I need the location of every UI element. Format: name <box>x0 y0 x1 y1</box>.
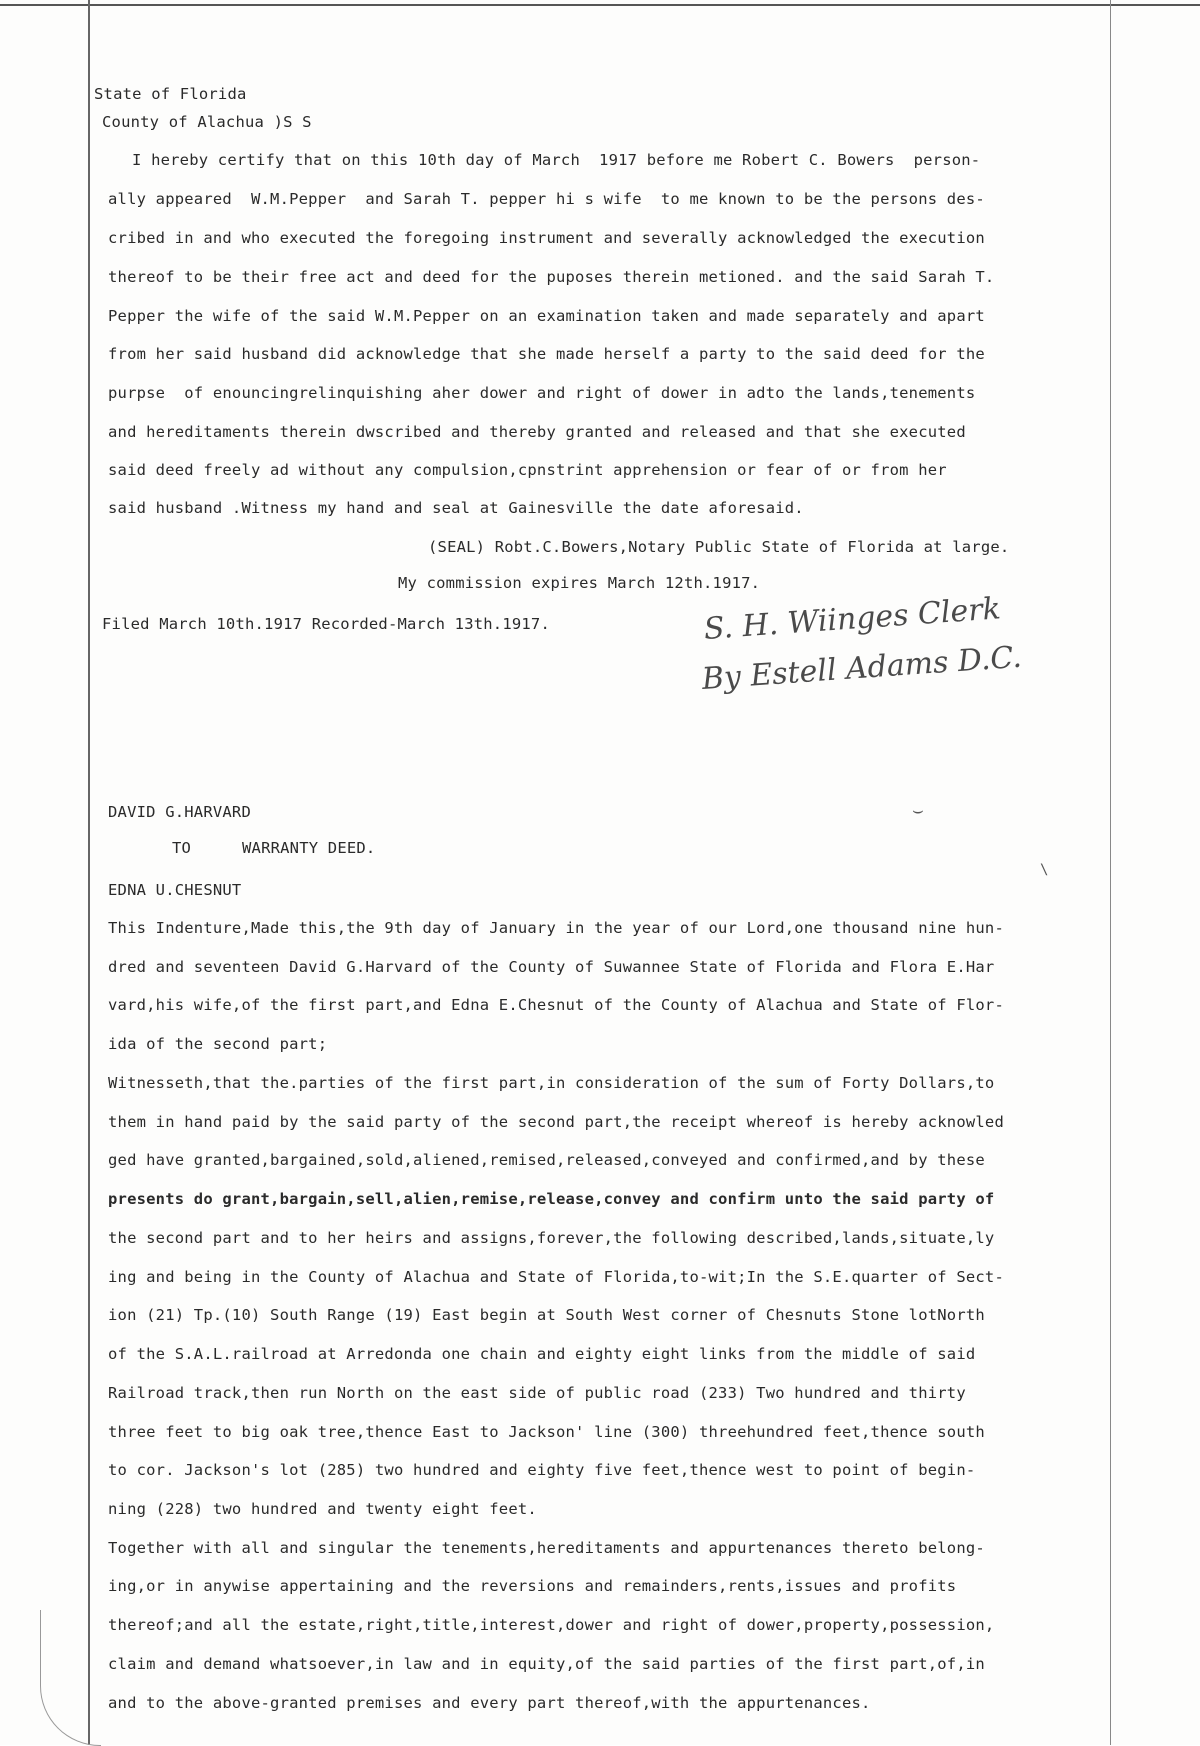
deed-paragraph-line: ing,or in anywise appertaining and the reversions and remainders,rents,issues and profits <box>108 1577 957 1595</box>
deed-paragraph-line: thereof;and all the estate,right,title,interest,dower and right of dower,property,possession, <box>108 1616 995 1634</box>
right-margin-line <box>1110 0 1111 1745</box>
deed-paragraph-line: and to the above-granted premises and every part thereof,with the appurtenances. <box>108 1694 871 1712</box>
filed-recorded-line: Filed March 10th.1917 Recorded-March 13th.1917. <box>102 615 550 633</box>
deed-paragraph-line: them in hand paid by the said party of the second part,the receipt whereof is hereby acknowled <box>108 1113 1004 1131</box>
deed-paragraph-line: dred and seventeen David G.Harvard of the County of Suwannee State of Florida and Flora E.Har <box>108 958 995 976</box>
deed-paragraph-line: ing and being in the County of Alachua and State of Florida,to-wit;In the S.E.quarter of Sect- <box>108 1268 1004 1286</box>
certificate-county-line: County of Alachua )S S <box>102 113 312 131</box>
deed-paragraph-line: the second part and to her heirs and assigns,forever,the following described,lands,situate,ly <box>108 1229 995 1247</box>
deed-paragraph-line: vard,his wife,of the first part,and Edna E.Chesnut of the County of Alachua and State of Flor- <box>108 996 1004 1014</box>
deed-paragraph-line: to cor. Jackson's lot (285) two hundred and eighty five feet,thence west to point of begin- <box>108 1461 976 1479</box>
deed-paragraph-line: ida of the second part; <box>108 1035 328 1053</box>
certificate-body-line: ally appeared W.M.Pepper and Sarah T. pepper hi s wife to me known to be the persons des- <box>108 190 985 208</box>
certificate-body-line: cribed in and who executed the foregoing instrument and severally acknowledged the execution <box>108 229 985 247</box>
deputy-clerk-signature: By Estell Adams D.C. <box>700 639 1023 697</box>
certificate-state-line: State of Florida <box>94 85 247 103</box>
certificate-body-line: said deed freely ad without any compulsion,cpnstrint apprehension or fear of or from her <box>108 461 947 479</box>
left-margin-line <box>88 0 90 1745</box>
certificate-body-line: I hereby certify that on this 10th day of March 1917 before me Robert C. Bowers person- <box>132 151 981 169</box>
deed-paragraph-line: Together with all and singular the tenements,hereditaments and appurtenances thereto belong- <box>108 1539 985 1557</box>
deed-type-title: WARRANTY DEED. <box>242 839 376 857</box>
deed-paragraph-line: Witnesseth,that the.parties of the first part,in consideration of the sum of Forty Dollars,to <box>108 1074 995 1092</box>
deed-paragraph-line: Railroad track,then run North on the east side of public road (233) Two hundred and thirty <box>108 1384 966 1402</box>
certificate-body-line: and hereditaments therein dwscribed and thereby granted and released and that she executed <box>108 423 966 441</box>
certificate-body-line: from her said husband did acknowledge that she made herself a party to the said deed for the <box>108 345 985 363</box>
grantee-name: EDNA U.CHESNUT <box>108 881 242 899</box>
stray-pen-mark: \ <box>1040 862 1049 878</box>
certificate-body-line: Pepper the wife of the said W.M.Pepper on an examination taken and made separately and apart <box>108 307 985 325</box>
deed-paragraph-line: ion (21) Tp.(10) South Range (19) East begin at South West corner of Chesnuts Stone lotNorth <box>108 1306 985 1324</box>
deed-paragraph-line: ged have granted,bargained,sold,aliened,remised,released,conveyed and confirmed,and by these <box>108 1151 985 1169</box>
commission-expires-line: My commission expires March 12th.1917. <box>398 574 761 592</box>
deed-paragraph-line: This Indenture,Made this,the 9th day of January in the year of our Lord,one thousand nine hun- <box>108 919 1004 937</box>
deed-paragraph-line: ning (228) two hundred and twenty eight feet. <box>108 1500 537 1518</box>
page-curl-mark <box>40 1610 101 1746</box>
deed-paragraph-line: of the S.A.L.railroad at Arredonda one chain and eighty eight links from the middle of said <box>108 1345 976 1363</box>
deed-paragraph-line: three feet to big oak tree,thence East to Jackson' line (300) threehundred feet,thence south <box>108 1423 985 1441</box>
deed-paragraph-line: claim and demand whatsoever,in law and in equity,of the said parties of the first part,of,in <box>108 1655 985 1673</box>
to-label: TO <box>172 839 192 857</box>
stray-pen-mark: ⌣ <box>912 800 924 821</box>
clerk-signature: S. H. Wiinges Clerk <box>702 591 1002 647</box>
top-border-line <box>0 4 1200 6</box>
certificate-body-line: purpse of enouncingrelinquishing aher dower and right of dower in adto the lands,tenements <box>108 384 976 402</box>
grantor-name: DAVID G.HARVARD <box>108 803 251 821</box>
certificate-body-line: thereof to be their free act and deed for the puposes therein metioned. and the said Sarah T. <box>108 268 995 286</box>
certificate-body-line: said husband .Witness my hand and seal at Gainesville the date aforesaid. <box>108 499 804 517</box>
notary-seal-line: (SEAL) Robt.C.Bowers,Notary Public State of Florida at large. <box>428 538 1010 556</box>
deed-paragraph-line: presents do grant,bargain,sell,alien,remise,release,convey and confirm unto the said party of <box>108 1190 995 1208</box>
